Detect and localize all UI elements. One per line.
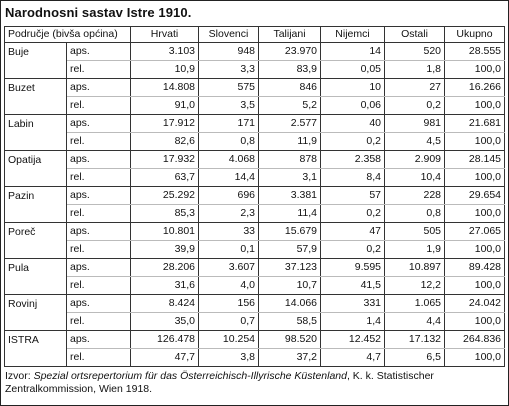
table-cell: 10 <box>321 79 385 97</box>
region-name: Labin <box>5 115 67 151</box>
table-cell: 228 <box>385 187 445 205</box>
relative-label: rel. <box>67 133 131 151</box>
table-cell: 948 <box>199 43 259 61</box>
source-prefix: Izvor: <box>5 370 34 382</box>
table-cell: 16.266 <box>445 79 505 97</box>
table-cell: 3.381 <box>259 187 321 205</box>
census-table <box>4 26 505 367</box>
table-cell: 41,5 <box>321 277 385 295</box>
table-row <box>5 223 505 241</box>
table-cell: 2.358 <box>321 151 385 169</box>
table-cell: 29.654 <box>445 187 505 205</box>
table-cell: 27.065 <box>445 223 505 241</box>
table-cell: 14.066 <box>259 295 321 313</box>
table-row <box>5 97 505 115</box>
table-cell: 3,1 <box>259 169 321 187</box>
table-cell: 0,1 <box>199 241 259 259</box>
source-publisher: , K. k. Statistischer Zentralkommission, Wien 1918. <box>5 370 434 395</box>
table-cell: 57 <box>321 187 385 205</box>
source-work-title: Spezial ortsrepertorium für das Österreichisch-Illyrische Küstenland <box>33 370 347 382</box>
table-cell: 10.801 <box>131 223 199 241</box>
table-cell: 21.681 <box>445 115 505 133</box>
region-name: Rovinj <box>5 295 67 331</box>
table-cell: 4,7 <box>321 349 385 367</box>
column-header-talijani: Talijani <box>259 27 321 43</box>
table-cell: 100,0 <box>445 349 505 367</box>
table-cell: 57,9 <box>259 241 321 259</box>
region-name: ISTRA <box>5 331 67 367</box>
table-cell: 37.123 <box>259 259 321 277</box>
absolute-label: aps. <box>67 187 131 205</box>
absolute-label: aps. <box>67 115 131 133</box>
region-name: Pula <box>5 259 67 295</box>
table-cell: 0,2 <box>321 205 385 223</box>
table-row <box>5 61 505 79</box>
relative-label: rel. <box>67 61 131 79</box>
table-cell: 505 <box>385 223 445 241</box>
table-cell: 8,4 <box>321 169 385 187</box>
page-title: Narodnosni sastav Istre 1910. <box>5 5 192 20</box>
table-cell: 9.595 <box>321 259 385 277</box>
table-row <box>5 313 505 331</box>
table-cell: 28.145 <box>445 151 505 169</box>
table-cell: 11,4 <box>259 205 321 223</box>
table-cell: 0,05 <box>321 61 385 79</box>
source-note <box>5 370 505 396</box>
region-name: Buzet <box>5 79 67 115</box>
table-cell: 1,4 <box>321 313 385 331</box>
table-row <box>5 205 505 223</box>
table-cell: 14,4 <box>199 169 259 187</box>
table-cell: 17.932 <box>131 151 199 169</box>
region-name: Pazin <box>5 187 67 223</box>
table-cell: 100,0 <box>445 313 505 331</box>
table-cell: 0,8 <box>385 205 445 223</box>
table-cell: 14.808 <box>131 79 199 97</box>
table-cell: 63,7 <box>131 169 199 187</box>
region-name: Poreč <box>5 223 67 259</box>
relative-label: rel. <box>67 97 131 115</box>
column-header-slovenci: Slovenci <box>199 27 259 43</box>
absolute-label: aps. <box>67 151 131 169</box>
table-row <box>5 151 505 169</box>
table-cell: 91,0 <box>131 97 199 115</box>
table-cell: 47 <box>321 223 385 241</box>
region-name: Buje <box>5 43 67 79</box>
table-row <box>5 295 505 313</box>
table-cell: 31,6 <box>131 277 199 295</box>
absolute-label: aps. <box>67 43 131 61</box>
table-row <box>5 115 505 133</box>
relative-label: rel. <box>67 205 131 223</box>
table-cell: 6,5 <box>385 349 445 367</box>
table-row <box>5 133 505 151</box>
relative-label: rel. <box>67 313 131 331</box>
table-cell: 10,7 <box>259 277 321 295</box>
table-cell: 100,0 <box>445 277 505 295</box>
absolute-label: aps. <box>67 331 131 349</box>
table-cell: 1,8 <box>385 61 445 79</box>
table-cell: 28.206 <box>131 259 199 277</box>
relative-label: rel. <box>67 241 131 259</box>
column-header-ostali: Ostali <box>385 27 445 43</box>
table-cell: 171 <box>199 115 259 133</box>
table-cell: 85,3 <box>131 205 199 223</box>
table-cell: 11,9 <box>259 133 321 151</box>
column-header-ukupno: Ukupno <box>445 27 505 43</box>
table-cell: 575 <box>199 79 259 97</box>
absolute-label: aps. <box>67 259 131 277</box>
relative-label: rel. <box>67 277 131 295</box>
table-cell: 3,3 <box>199 61 259 79</box>
table-row <box>5 349 505 367</box>
table-cell: 3,8 <box>199 349 259 367</box>
table-row <box>5 259 505 277</box>
table-cell: 126.478 <box>131 331 199 349</box>
table-row <box>5 241 505 259</box>
column-header-hrvati: Hrvati <box>131 27 199 43</box>
table-cell: 28.555 <box>445 43 505 61</box>
table-cell: 100,0 <box>445 205 505 223</box>
table-cell: 331 <box>321 295 385 313</box>
table-row <box>5 169 505 187</box>
table-cell: 100,0 <box>445 61 505 79</box>
table-cell: 696 <box>199 187 259 205</box>
table-cell: 0,06 <box>321 97 385 115</box>
table-cell: 58,5 <box>259 313 321 331</box>
table-cell: 0,2 <box>321 133 385 151</box>
table-cell: 89.428 <box>445 259 505 277</box>
table-cell: 37,2 <box>259 349 321 367</box>
table-cell: 10.254 <box>199 331 259 349</box>
table-cell: 8.424 <box>131 295 199 313</box>
table-cell: 0,2 <box>385 97 445 115</box>
table-cell: 3.607 <box>199 259 259 277</box>
table-cell: 264.836 <box>445 331 505 349</box>
absolute-label: aps. <box>67 223 131 241</box>
table-cell: 2.909 <box>385 151 445 169</box>
column-header-nijemci: Nijemci <box>321 27 385 43</box>
table-cell: 520 <box>385 43 445 61</box>
table-row <box>5 79 505 97</box>
table-cell: 35,0 <box>131 313 199 331</box>
table-row <box>5 187 505 205</box>
table-cell: 1.065 <box>385 295 445 313</box>
table-cell: 1,9 <box>385 241 445 259</box>
table-cell: 24.042 <box>445 295 505 313</box>
table-cell: 10,9 <box>131 61 199 79</box>
table-row <box>5 331 505 349</box>
table-cell: 15.679 <box>259 223 321 241</box>
table-cell: 10,4 <box>385 169 445 187</box>
relative-label: rel. <box>67 169 131 187</box>
table-cell: 10.897 <box>385 259 445 277</box>
column-header-region: Područje (bivša općina) <box>5 27 131 43</box>
table-cell: 100,0 <box>445 241 505 259</box>
table-cell: 878 <box>259 151 321 169</box>
table-cell: 3.103 <box>131 43 199 61</box>
table-cell: 27 <box>385 79 445 97</box>
absolute-label: aps. <box>67 295 131 313</box>
table-cell: 12.452 <box>321 331 385 349</box>
table-cell: 14 <box>321 43 385 61</box>
table-cell: 0,7 <box>199 313 259 331</box>
table-cell: 82,6 <box>131 133 199 151</box>
table-row <box>5 43 505 61</box>
table-body <box>5 43 505 367</box>
table-cell: 12,2 <box>385 277 445 295</box>
table-cell: 4,5 <box>385 133 445 151</box>
table-row <box>5 277 505 295</box>
table-cell: 2,3 <box>199 205 259 223</box>
table-cell: 4.068 <box>199 151 259 169</box>
table-cell: 5,2 <box>259 97 321 115</box>
table-cell: 98.520 <box>259 331 321 349</box>
table-cell: 47,7 <box>131 349 199 367</box>
region-name: Opatija <box>5 151 67 187</box>
table-cell: 100,0 <box>445 169 505 187</box>
table-cell: 25.292 <box>131 187 199 205</box>
absolute-label: aps. <box>67 79 131 97</box>
table-cell: 2.577 <box>259 115 321 133</box>
table-cell: 156 <box>199 295 259 313</box>
relative-label: rel. <box>67 349 131 367</box>
table-cell: 83,9 <box>259 61 321 79</box>
table-cell: 17.912 <box>131 115 199 133</box>
table-cell: 0,2 <box>321 241 385 259</box>
table-cell: 100,0 <box>445 133 505 151</box>
table-cell: 39,9 <box>131 241 199 259</box>
table-cell: 40 <box>321 115 385 133</box>
table-cell: 4,4 <box>385 313 445 331</box>
table-header-row <box>5 27 505 43</box>
table-cell: 33 <box>199 223 259 241</box>
table-cell: 23.970 <box>259 43 321 61</box>
table-cell: 4,0 <box>199 277 259 295</box>
table-cell: 0,8 <box>199 133 259 151</box>
table-cell: 3,5 <box>199 97 259 115</box>
table-cell: 981 <box>385 115 445 133</box>
table-cell: 100,0 <box>445 97 505 115</box>
table-cell: 17.132 <box>385 331 445 349</box>
table-cell: 846 <box>259 79 321 97</box>
